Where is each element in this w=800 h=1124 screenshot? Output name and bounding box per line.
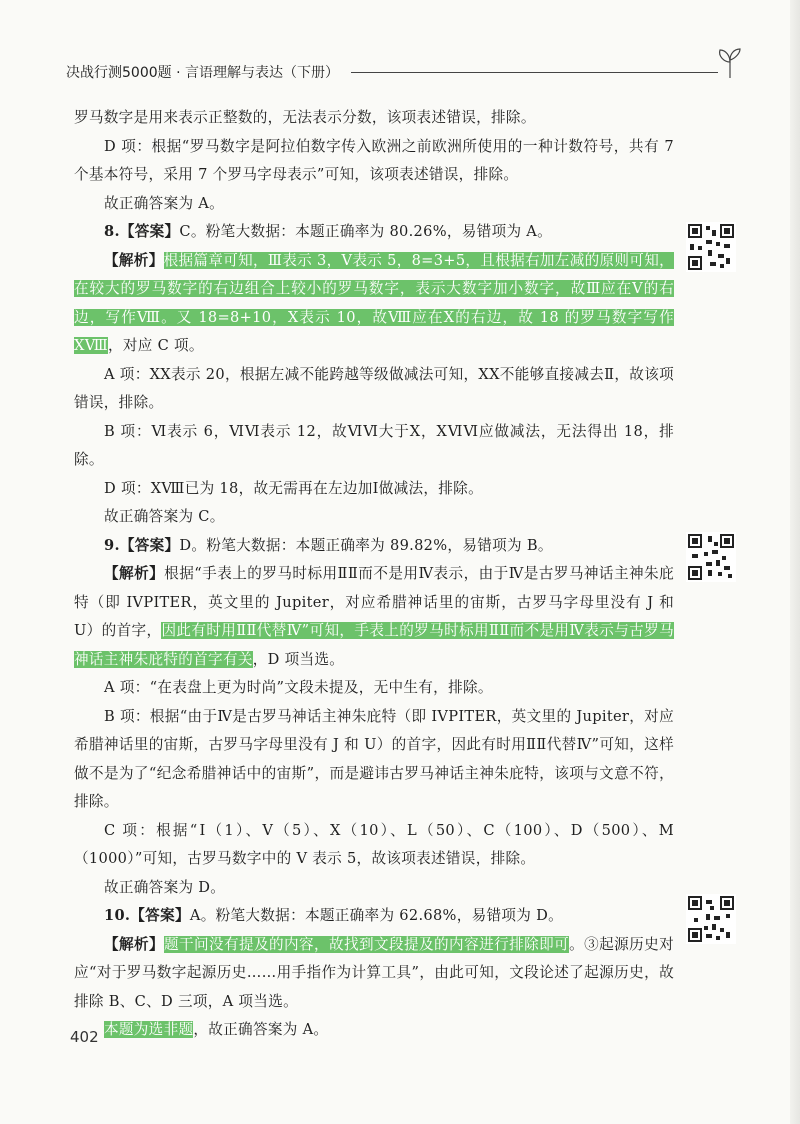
analysis-tail: ，对应 C 项。 [107, 337, 204, 354]
highlighted-text: 因此有时用ⅡⅡ代替Ⅳ”可知，手表上的罗马时标用ⅡⅡ而不是用Ⅳ表示与古罗马神话主神朱庇特的首字有关 [74, 622, 674, 668]
answer-tag: 8.【答案】 [104, 223, 180, 240]
q9-option-b: B 项：根据“由于Ⅳ是古罗马神话主神朱庇特（即 IVPITER，英文里的 Jupiter，对应希腊神话里的宙斯，古罗马字母里没有 J 和 U）的首字，因此有时用ⅡⅡ代替Ⅳ”可知，这样做不是为了“纪念希腊神话中的宙斯”，而是避讳古罗马神话主神朱庇特，该项与文意不符，排除。 [74, 707, 674, 810]
answer-tag: 10.【答案】 [104, 907, 190, 924]
conclusion-tail: ，故正确答案为 A。 [193, 1021, 329, 1038]
q9-analysis [74, 560, 674, 674]
page-body [74, 104, 674, 1045]
page-edge-shadow [790, 0, 800, 1124]
q9-answer [74, 532, 674, 561]
page-number: 402 [70, 1028, 99, 1046]
highlighted-text: 根据篇章可知，Ⅲ表示 3，Ⅴ表示 5，8=3+5，且根据右加左减的原则可知，在较大的罗马数字的右边组合上较小的罗马数字，表示大数字加小数字，故Ⅲ应在Ⅴ的右边，写作Ⅷ。又 18=8+10，Ⅹ表示 10，故Ⅷ应在Ⅹ的右边，故 18 的罗马数字写作ⅩⅧ [74, 251, 674, 354]
q9-option-c: C 项：根据“Ⅰ（1）、Ⅴ（5）、Ⅹ（10）、L（50）、C（100）、D（500）、M（1000）”可知，古罗马数字中的 V 表示 5，故该项表述错误，排除。 [74, 821, 674, 867]
qr-code-icon[interactable] [686, 532, 736, 582]
leaf-sprout-icon [714, 46, 746, 80]
analysis-text: 根据“手表上的罗马时标用ⅡⅡ而不是用Ⅳ表示，由于Ⅳ是古罗马神话主神朱庇特（即 IVPITER，英文里的 Jupiter，对应希腊神话里的宙斯，古罗马字母里没有 J 和 U）的首字， [74, 565, 674, 639]
q8-option-d: D 项：ⅩⅧ已为 18，故无需再在左边加Ⅰ做减法，排除。 [104, 479, 483, 497]
q9-conclusion: 故正确答案为 D。 [104, 878, 226, 896]
qr-code-icon[interactable] [686, 222, 736, 272]
conclusion: 故正确答案为 A。 [104, 194, 225, 212]
analysis-tag: 【解析】 [104, 251, 164, 269]
q10-analysis [74, 931, 674, 1017]
highlighted-text: 题干问没有提及的内容，故找到文段提及的内容进行排除即可 [164, 935, 570, 953]
qr-code-icon[interactable] [686, 894, 736, 944]
answer-tag: 9.【答案】 [104, 536, 180, 554]
paragraph: 罗马数字是用来表示正整数的，无法表示分数，该项表述错误，排除。 [74, 109, 536, 126]
q8-conclusion: 故正确答案为 C。 [104, 508, 225, 525]
q10-answer [74, 902, 674, 931]
header-rule [351, 72, 718, 73]
analysis-tag: 【解析】 [104, 565, 165, 582]
q8-analysis [74, 247, 674, 361]
q8-option-b: B 项：Ⅵ表示 6，ⅥⅥ表示 12，故ⅥⅥ大于Ⅹ，ⅩⅥⅥ应做减法，无法得出 18，排除。 [74, 422, 674, 468]
highlighted-text: 本题为选非题 [104, 1021, 194, 1038]
analysis-tail: 。③起源历史对应“对于罗马数字起源历史……用手指作为计算工具”，由此可知，文段论述了起源历史，故排除 B、C、D 三项，A 项当选。 [74, 935, 675, 1010]
answer-text: C。粉笔大数据：本题正确率为 80.26%，易错项为 A。 [179, 223, 553, 240]
analysis-tail: ，D 项当选。 [252, 650, 345, 668]
q8-option-a: A 项：ⅩⅩ表示 20，根据左减不能跨越等级做减法可知，ⅩⅩ不能够直接减去Ⅱ，故该项错误，排除。 [74, 365, 674, 411]
q9-option-a: A 项：“在表盘上更为时尚”文段未提及，无中生有，排除。 [104, 679, 493, 696]
option-d-analysis: D 项：根据“罗马数字是阿拉伯数字传入欧洲之前欧洲所使用的一种计数符号，共有 7 个基本符号，采用 7 个罗马字母表示”可知，该项表述错误，排除。 [74, 137, 674, 183]
answer-text: D。粉笔大数据：本题正确率为 89.82%，易错项为 B。 [179, 536, 553, 554]
running-header [66, 60, 746, 86]
q8-answer [74, 218, 674, 247]
book-title: 决战行测5000题 · 言语理解与表达（下册） [66, 65, 339, 81]
analysis-tag: 【解析】 [104, 935, 165, 953]
answer-text: A。粉笔大数据：本题正确率为 62.68%，易错项为 D。 [189, 907, 564, 924]
q10-conclusion [74, 1016, 674, 1045]
